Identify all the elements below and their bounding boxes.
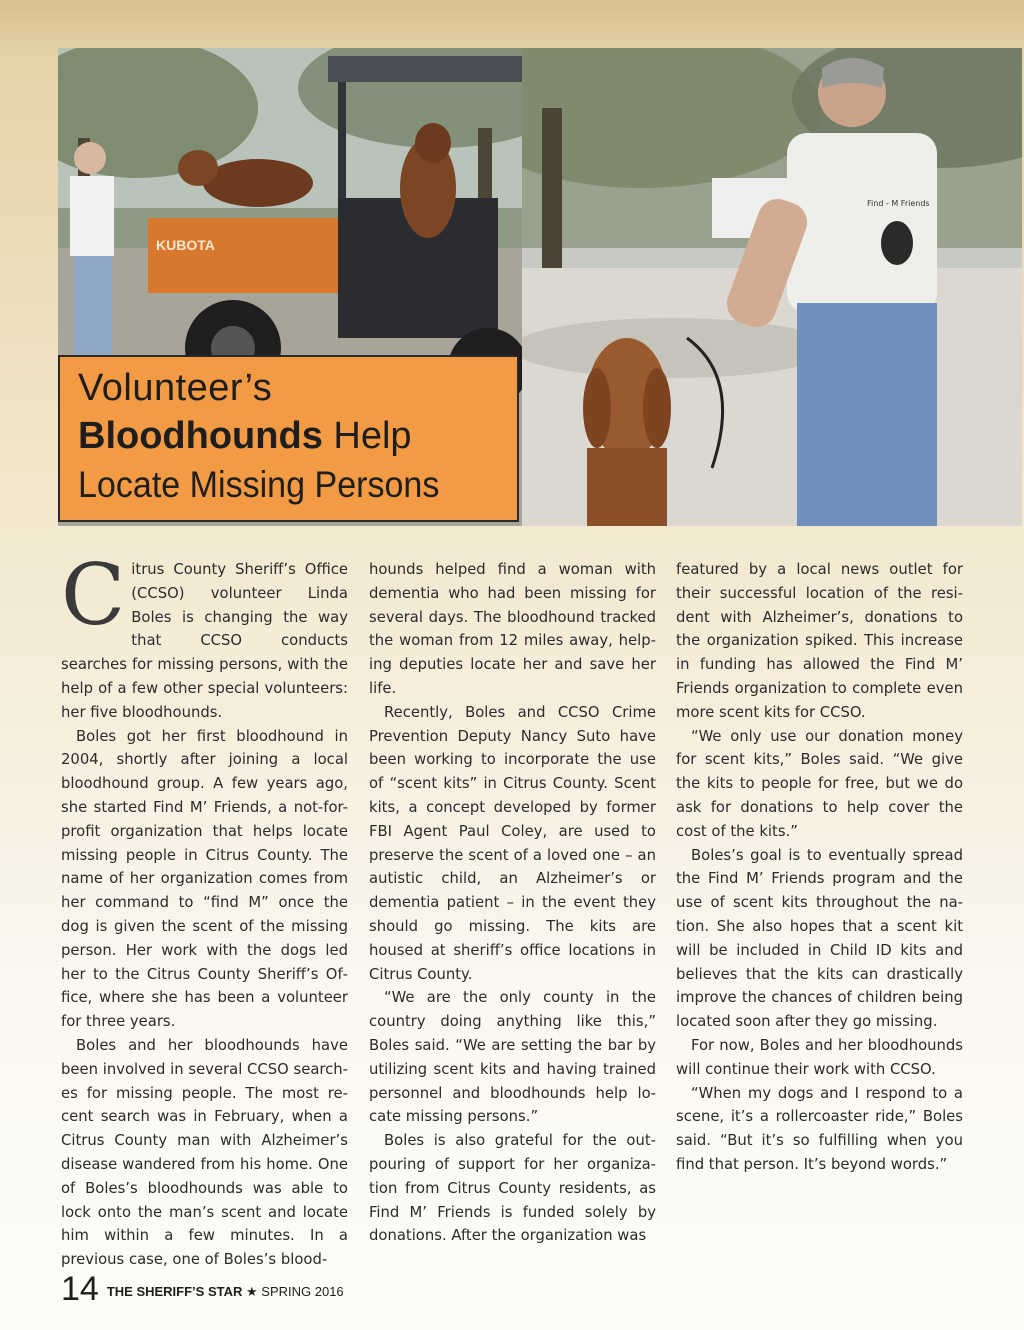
- shirt-text: Find - M Friends: [867, 199, 930, 208]
- paragraph-text: itrus County Sheriff’s Office (CCSO) volunteer Linda Boles is changing the way that CCSO conducts searches for missing persons, with the help of a few other special volunteers: her five bloodhounds.: [61, 561, 348, 721]
- star-icon: ★: [246, 1284, 258, 1299]
- headline-line-2: [78, 411, 517, 461]
- paragraph: Boles and her bloodhounds have been involved in several CCSO searches for missing people. The most recent search was in February, when a Citrus County man with Alzheimer’s disease wandered from his home. One of Boles’s bloodhounds was able to lock onto the man’s scent and locate him within a few minutes. In a previous case, one of Boles’s blood-: [61, 1036, 348, 1269]
- paragraph: Recently, Boles and CCSO Crime Prevention Deputy Nancy Suto have been working to incorporate the use of “scent kits” in Citrus County. Scent kits, a concept developed by former FBI Agent Paul Coley, are used to preserve the scent of a loved one – an autistic child, an Alzheimer’s or dementia patient – in the event they should go missing. The kits are housed at sheriff’s office locations in Citrus County.: [369, 703, 656, 983]
- vehicle-brand-text: KUBOTA: [156, 237, 215, 253]
- paragraph: “When my dogs and I respond to a scene, it’s a rollercoaster ride,” Boles said. “But it’s so fulfilling when you find that person. It’s beyond words.”: [676, 1084, 963, 1173]
- photo-volunteer-with-bloodhound: [522, 48, 1022, 526]
- article-column-1: [61, 546, 348, 1272]
- footer-text: [107, 1282, 344, 1306]
- publication-name: THE SHERIFF’S STAR: [106, 1284, 243, 1299]
- paragraph: Boles got her first bloodhound in 2004, shortly after joining a local bloodhound group. A few years ago, she started Find M’ Friends, a not-for-profit organization that helps locate missing people in Citrus County. The name of her organization comes from her command to “find M” once the dog is given the scent of the missing person. Her work with the dogs led her to the Citrus County Sheriff’s Office, where she has been a volunteer for three years.: [61, 727, 348, 1031]
- drop-cap: C: [61, 546, 126, 644]
- paragraph: “We only use our donation money for scent kits,” Boles said. “We give the kits to people for free, but we do ask for donations to help cover the cost of the kits.”: [676, 727, 963, 840]
- headline-rest: Help: [322, 415, 412, 457]
- paragraph: featured by a local news outlet for their successful location of the resident with Alzheimer’s, donations to the organization spiked. This increase in funding has allowed the Find M’ Friends organization to complete even more scent kits for CCSO.: [676, 561, 963, 721]
- paragraph: For now, Boles and her bloodhounds will continue their work with CCSO.: [676, 1036, 963, 1078]
- headline-line-3: Locate Missing Persons: [78, 464, 440, 505]
- paragraph: Boles is also grateful for the outpouring of support for her organization from Citrus County residents, as Find M’ Friends is funded solely by donations. After the organization was: [369, 1132, 656, 1245]
- paragraph: [61, 546, 348, 725]
- article-column-2: [369, 558, 656, 1248]
- article-column-3: [676, 558, 963, 1177]
- paragraph: Boles’s goal is to eventually spread the Find M’ Friends program and the use of scent kits throughout the nation. She also hopes that a scent kit will be included in Child ID kits and believes that the kits can drastically improve the chances of children being located soon after they go missing.: [676, 846, 963, 1031]
- paragraph: “We are the only county in the country doing anything like this,” Boles said. “We are setting the bar by utilizing scent kits and having trained personnel and bloodhounds help locate missing persons.”: [369, 989, 656, 1126]
- issue-name: SPRING 2016: [261, 1284, 344, 1299]
- paragraph: hounds helped find a woman with dementia who had been missing for several days. The bloodhound tracked the woman from 12 miles away, helping deputies locate her and save her life.: [369, 561, 656, 697]
- headline-bold-word: Bloodhounds: [78, 415, 323, 457]
- headline-box: [58, 355, 519, 522]
- headline-line-1: Volunteer’s: [78, 367, 273, 409]
- page-number: 14: [61, 1270, 99, 1308]
- page-footer: [61, 1266, 344, 1306]
